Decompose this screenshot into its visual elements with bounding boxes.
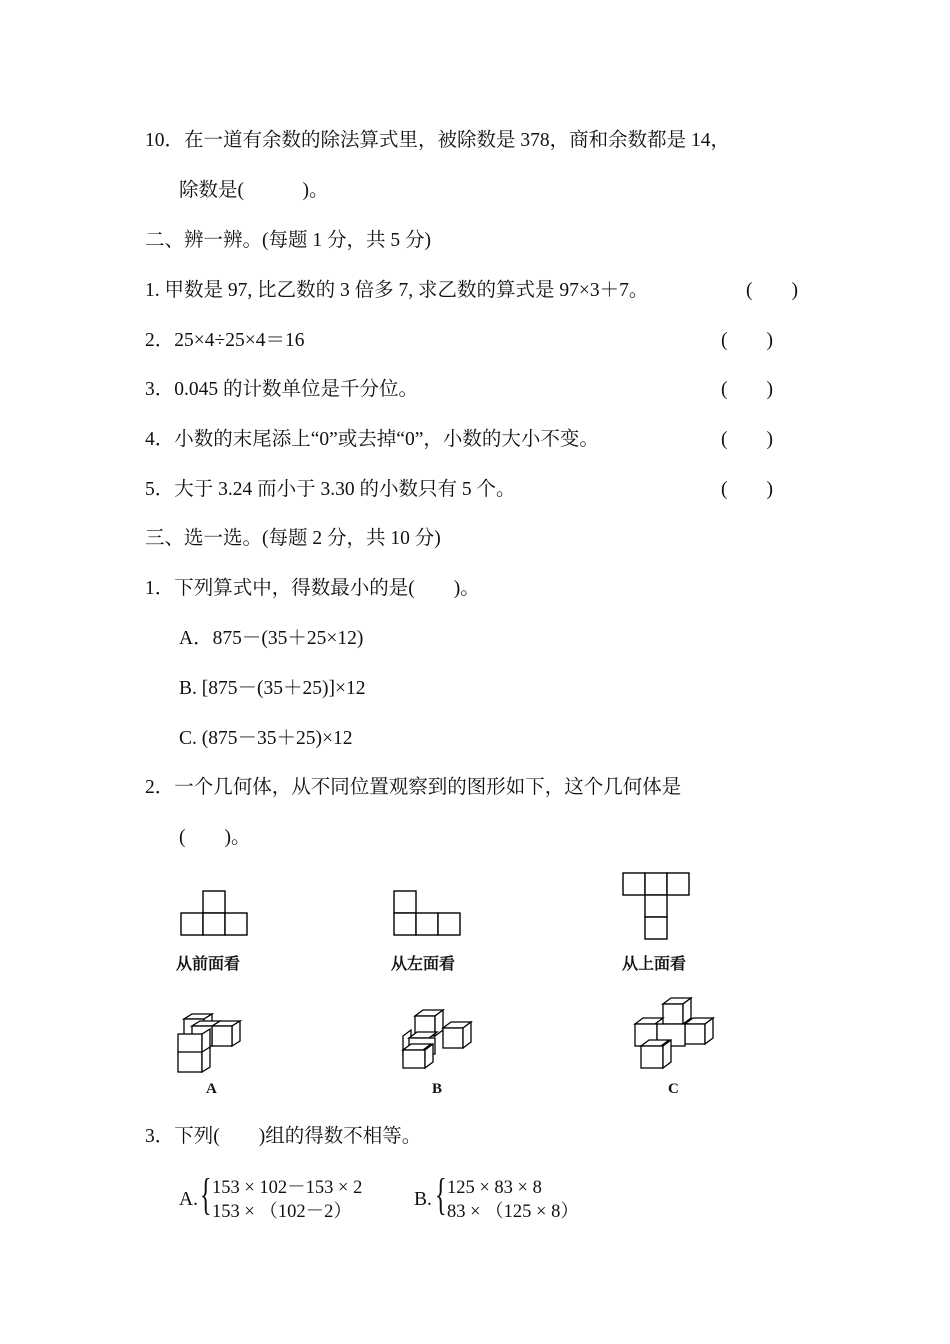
- judge-item-2: 2．25×4÷25×4＝16: [145, 330, 305, 351]
- top-view-caption: 从上面看: [622, 954, 687, 973]
- option-b-brace: {: [435, 1170, 447, 1219]
- solid-b-figure[interactable]: [401, 1008, 485, 1070]
- judge-item-1: 1. 甲数是 97, 比乙数的 3 倍多 7, 求乙数的算式是 97×3＋7。: [145, 280, 649, 301]
- choice-q3-option-a-label[interactable]: A.: [179, 1189, 198, 1210]
- left-view-figure: [394, 891, 464, 939]
- judge-item-5: 5．大于 3.24 而小于 3.30 的小数只有 5 个。: [145, 479, 516, 500]
- choice-q2-stem-line1: 2．一个几何体，从不同位置观察到的图形如下，这个几何体是: [145, 777, 682, 798]
- option-a-brace: {: [200, 1170, 212, 1219]
- choice-q3-option-b-line1: 125 × 83 × 8: [447, 1178, 542, 1198]
- choice-q1-option-b[interactable]: B. [875－(35＋25)]×12: [179, 678, 366, 699]
- choice-q1-option-c[interactable]: C. (875－35＋25)×12: [179, 728, 353, 749]
- front-view-figure: [181, 891, 251, 939]
- choice-q3-option-a-line2: 153 × （102－2）: [212, 1202, 352, 1222]
- choice-q3-stem: 3．下列( )组的得数不相等。: [145, 1126, 422, 1147]
- q10-line1: 10．在一道有余数的除法算式里，被除数是 378，商和余数都是 14，: [145, 130, 731, 151]
- section2-heading: 二、辨一辨。(每题 1 分，共 5 分): [145, 230, 431, 251]
- judge-answer-blank-2[interactable]: ( ): [721, 330, 773, 351]
- choice-q3-option-b-line2: 83 × （125 × 8）: [447, 1202, 579, 1222]
- judge-answer-blank-1[interactable]: ( ): [746, 280, 798, 301]
- solid-c-figure[interactable]: [633, 996, 717, 1072]
- judge-item-3: 3．0.045 的计数单位是千分位。: [145, 379, 419, 400]
- choice-q1-option-a[interactable]: A．875－(35＋25×12): [179, 628, 364, 649]
- choice-q3-option-b-label[interactable]: B.: [414, 1189, 432, 1210]
- front-view-caption: 从前面看: [176, 954, 241, 973]
- solid-a-figure[interactable]: [176, 1014, 260, 1074]
- choice-q1-stem: 1．下列算式中，得数最小的是( )。: [145, 578, 480, 599]
- top-view-figure: [623, 873, 693, 943]
- section3-heading: 三、选一选。(每题 2 分，共 10 分): [145, 528, 441, 549]
- solid-a-label: A: [206, 1081, 217, 1097]
- left-view-caption: 从左面看: [391, 954, 456, 973]
- choice-q2-stem-line2: ( )。: [179, 827, 251, 848]
- choice-q3-option-a-line1: 153 × 102－153 × 2: [212, 1178, 363, 1198]
- judge-answer-blank-3[interactable]: ( ): [721, 379, 773, 400]
- solid-b-label: B: [432, 1081, 443, 1097]
- solid-c-label: C: [668, 1081, 679, 1097]
- judge-answer-blank-4[interactable]: ( ): [721, 429, 773, 450]
- q10-line2: 除数是( )。: [179, 180, 329, 201]
- judge-answer-blank-5[interactable]: ( ): [721, 479, 773, 500]
- judge-item-4: 4．小数的末尾添上“0”或去掉“0”，小数的大小不变。: [145, 429, 599, 450]
